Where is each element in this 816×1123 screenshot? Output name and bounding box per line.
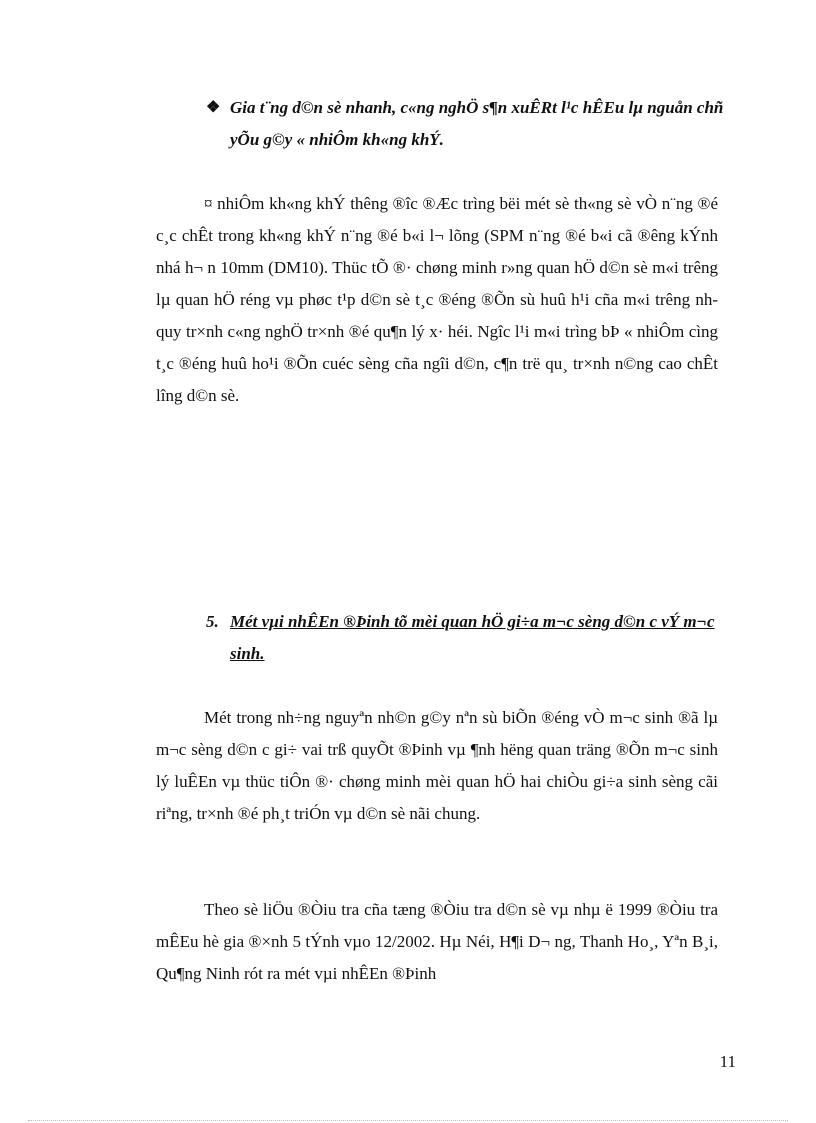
- paragraph-survey: [156, 894, 718, 990]
- section-number: 5.: [206, 612, 219, 631]
- paragraph-2-text: Mét trong nh÷ng nguyªn nh©n g©y nªn sù biÕn ®éng vÒ m¬c sinh ®ã lµ m¬c sèng d©n c gi÷ vai trß quyÕt ®Þinh vµ ¶nh hëng quan träng ®Õn m¬c sinh lý luÊEn vµ thüc tiÔn ®· chøng minh mèi quan hÖ hai chiÒu gi÷a sinh sèng cãi riªng, tr×nh ®é ph¸t triÓn vµ d©n sè nãi chung.: [156, 708, 718, 823]
- paragraph-1-text: ¤ nhiÔm kh«ng khÝ thêng ®îc ®Æc trìng bëi mét sè th«ng sè vÒ n¨ng ®é c¸c chÊt trong kh«ng khÝ n¨ng ®é b«i l¬ lõng (SPM n¨ng ®é b«i cã ®êng kÝnh nhá h¬ n 10mm (DM10). Thüc tÕ ®· chøng minh r»ng quan hÖ d©n sè m«i trêng lµ quan hÖ réng vµ phøc t¹p d©n sè t¸c ®éng ®Õn sù huû h¹i cña m«i trêng nh quy tr×nh c«ng nghÖ tr×nh ®é qu¶n lý x· héi. Ngîc l¹i m«i trìng bÞ « nhiÔm cìng t¸c ®éng huû ho¹i ®Õn cuéc sèng cña ngîi d©n, c¶n trë qu¸ tr×nh n©ng cao chÊt lîng d©n sè.: [156, 194, 718, 405]
- footer-divider: [28, 1120, 788, 1121]
- bullet-heading: [206, 92, 726, 156]
- page-number: 11: [719, 1052, 736, 1071]
- paragraph-air-pollution: [156, 188, 718, 412]
- section-5-heading: [206, 606, 726, 670]
- paragraph-living-standard: [156, 702, 718, 830]
- paragraph-3-text: Theo sè liÖu ®Òiu tra cña tæng ®Òiu tra d©n sè vµ nhµ ë 1999 ®Òiu tra mÊEu hè gia ®×nh 5 tÝnh vµo 12/2002. Hµ Néi, H¶i D¬ ng, Thanh Ho¸, Yªn B¸i, Qu¶ng Ninh rót ra mét vµi nhÊEn ®Þinh: [156, 900, 718, 983]
- section-title: Mét vµi nhÊEn ®Þinh tõ mèi quan hÖ gi÷a m¬c sèng d©n c vÝ m¬c sinh.: [230, 612, 715, 663]
- diamond-bullet-icon: ❖: [206, 99, 221, 116]
- bullet-heading-text: Gia t¨ng d©n sè nhanh, c«ng nghÖ s¶n xuÊRt l¹c hÊEu lµ nguån chñ yÕu g©y « nhiÔm kh«ng khÝ.: [230, 98, 724, 149]
